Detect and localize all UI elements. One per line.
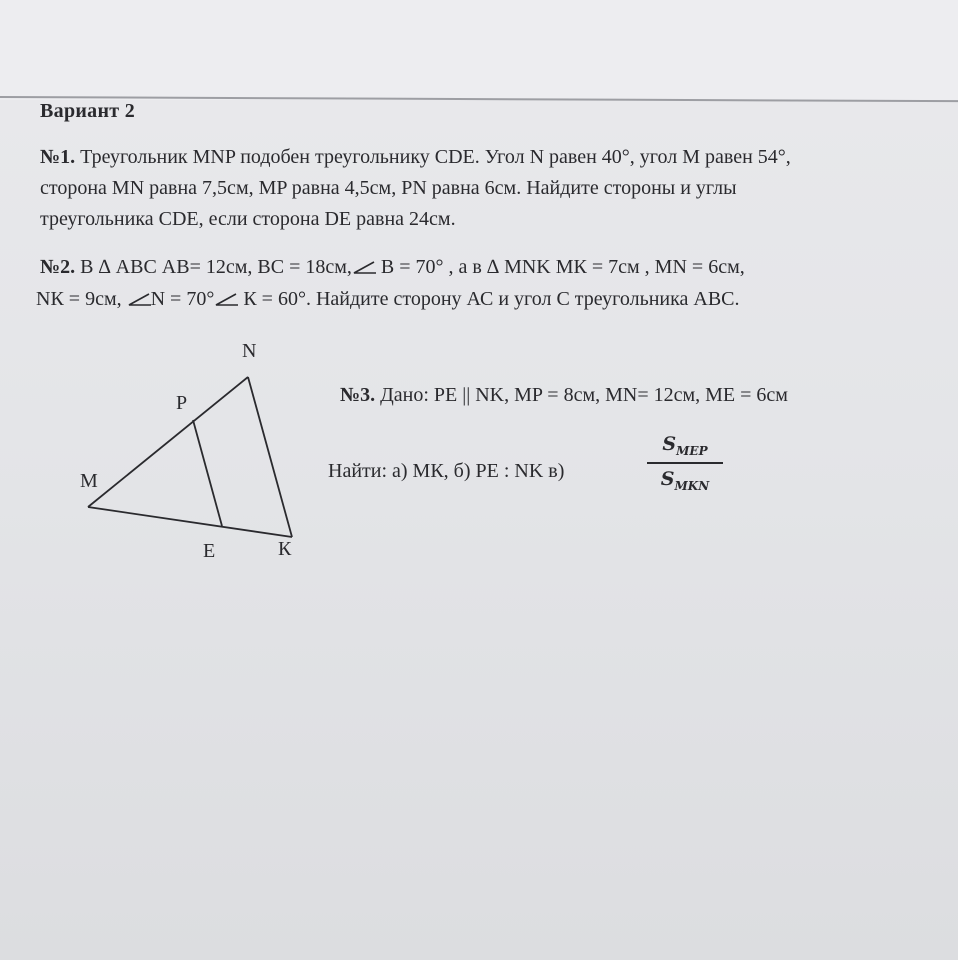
task2-number: №2. bbox=[40, 256, 76, 278]
task2-text-2a: NК = 9см, bbox=[36, 288, 127, 310]
task1-line2: сторона MN равна 7,5см, MP равна 4,5см, PN равна 6см. Найдите стороны и углы bbox=[40, 177, 737, 199]
side-nk bbox=[248, 377, 292, 537]
label-p: P bbox=[176, 392, 188, 414]
area-ratio-fraction bbox=[645, 433, 725, 493]
side-mk bbox=[88, 507, 292, 537]
label-e: E bbox=[203, 540, 216, 562]
segment-pe bbox=[193, 420, 222, 526]
task2-line1 bbox=[40, 256, 745, 279]
variant-title: Вариант 2 bbox=[40, 100, 136, 122]
task2-text-1b: В = 70° , а в ∆ MNK МК = 7см , MN = 6см, bbox=[375, 256, 745, 278]
triangle-figure bbox=[70, 330, 310, 550]
task3-given-text: Дано: PE || NK, MP = 8см, MN= 12см, ME = 6см bbox=[375, 384, 788, 406]
task3-given bbox=[340, 384, 788, 407]
label-m: M bbox=[80, 470, 98, 492]
task2-text-2b: N = 70° bbox=[150, 288, 215, 310]
fraction-bar bbox=[647, 462, 723, 464]
label-n: N bbox=[242, 340, 257, 362]
angle-icon bbox=[352, 261, 376, 275]
task2-text-2c: К = 60°. Найдите сторону АС и угол С треугольника АВС. bbox=[238, 288, 740, 310]
side-mn bbox=[88, 377, 248, 507]
fraction-numerator: $S_{MEP}$ bbox=[662, 433, 708, 458]
angle-icon bbox=[214, 293, 238, 307]
angle-icon bbox=[127, 293, 151, 307]
task3-number: №3. bbox=[340, 384, 376, 406]
fraction-denominator: $S_{MKN}$ bbox=[660, 467, 710, 493]
task2-text-1a: В ∆ АВС АВ= 12см, ВС = 18см, bbox=[80, 256, 352, 278]
task1-line3: треугольника CDE, если сторона DE равна 24см. bbox=[40, 208, 456, 230]
task1-number: №1. bbox=[40, 146, 76, 168]
task1-line1 bbox=[40, 146, 791, 169]
label-k: К bbox=[278, 538, 292, 560]
triangle-diagram bbox=[70, 330, 310, 562]
page-top-area bbox=[0, 0, 958, 100]
task1-text-1: Треугольник MNP подобен треугольнику CDE. Угол N равен 40°, угол М равен 54°, bbox=[80, 146, 791, 168]
task3-find: Найти: а) МК, б) PE : NK в) bbox=[328, 460, 565, 482]
task2-line2 bbox=[36, 288, 740, 311]
